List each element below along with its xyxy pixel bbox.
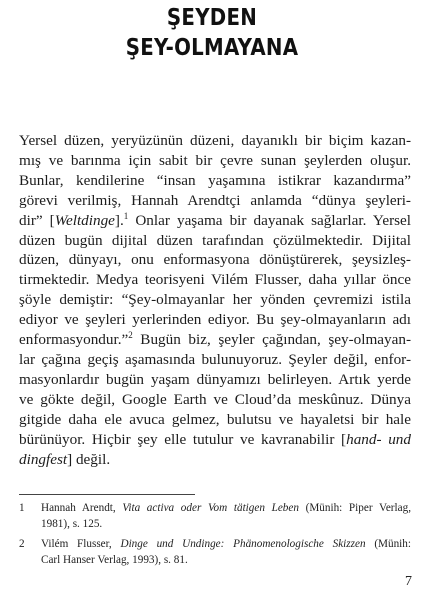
footnote-ref-1[interactable]: 1 [123, 210, 129, 221]
footnote-publisher: (Münih: [365, 538, 411, 550]
italic-term: Weltdinge [54, 211, 115, 229]
body-line: düzen, dünyayı, onu enformasyona dönüştürerek, şeysizleş- [19, 251, 411, 269]
footnote-text [41, 536, 411, 568]
footnote-number: 2 [19, 538, 25, 550]
body-line: masyonlardır bugün yaşam dünyamızı belirleyen. Artık yerde [19, 370, 411, 388]
body-line: gitgide daha ele avuca gelmez, bulutsu ve hayaletsi bir hale [19, 410, 411, 428]
body-line: şöyle demiştir: “Şey-olmayanlar her yönden çevremizi istila [19, 291, 411, 309]
footnote-author: Vilém Flusser, [41, 538, 121, 550]
footnote-author: Hannah Arendt, [41, 502, 123, 514]
body-text: enformasyondur.” [19, 331, 129, 349]
footnote-ref-2[interactable]: 2 [128, 330, 133, 341]
body-line [19, 211, 411, 231]
body-text: dir” [ [19, 211, 55, 229]
body-text: Bugün biz, şeyler çağından, şey-olmayan- [132, 331, 411, 349]
italic-term: hand- und [346, 430, 411, 448]
footnote-number: 1 [19, 502, 25, 514]
body-text: Onlar yaşama bir dayanak sağlarlar. Yersel [128, 211, 411, 229]
footnote-line [41, 536, 411, 552]
footnote-book-title: Vita activa oder Vom tätigen Leben [122, 502, 299, 514]
body-line: görevi verilmiş, Hannah Arendtçi anlamda “dünya şeyleri- [19, 191, 411, 209]
body-line: ve gökte değil, Google Earth ve Cloud’da meskûnuz. Dünya [19, 390, 411, 408]
footnote-divider [19, 494, 195, 495]
footnote-line: 1981), s. 125. [41, 518, 103, 530]
footnote-publisher: (Münih: Piper Verlag, [298, 502, 411, 514]
body-line [19, 450, 411, 470]
body-paragraph [19, 131, 411, 469]
body-line: Yersel düzen, yeryüzünün düzeni, dayanıklı bir biçim kazan- [19, 132, 411, 149]
footnote-text [41, 500, 411, 532]
body-line [19, 330, 411, 350]
body-line: Bunlar, kendilerine “insan yaşamına istikrar kazandırma” [19, 171, 411, 189]
footnote-line: Carl Hanser Verlag, 1993), s. 81. [41, 554, 188, 566]
body-text: ] değil. [67, 450, 111, 468]
page-number: 7 [405, 574, 412, 589]
body-text: ]. [114, 211, 124, 229]
body-line: tirmektedir. Medya teorisyeni Vilém Flusser, daha yıllar önce [19, 271, 411, 289]
chapter-title-line-2: ŞEY-OLMAYANA [125, 35, 299, 61]
body-line: lar çağına geçiş aşamasında bulunuyoruz. Şeyler değil, enfor- [19, 350, 411, 368]
footnote-line [41, 500, 411, 516]
body-line: mış ve barınma için sabit bir çevre sunan şeylerden oluşur. [19, 151, 411, 169]
body-line: ediyor ve şeyleri yerlerinden ediyor. Bu şey-olmayanların adı [19, 311, 411, 329]
italic-term: dingfest [19, 450, 68, 468]
body-text: bürünüyor. Hiçbir şey elle tutulur ve kavranabilir [ [19, 430, 347, 448]
footnote-book-title: Dinge und Undinge: Phänomenologische Skizzen [120, 538, 366, 550]
body-line [19, 430, 411, 450]
chapter-title-line-1: ŞEYDEN [166, 5, 258, 31]
body-line: düzen bugün dijital düzen tarafından çözülmektedir. Dijital [19, 231, 411, 249]
